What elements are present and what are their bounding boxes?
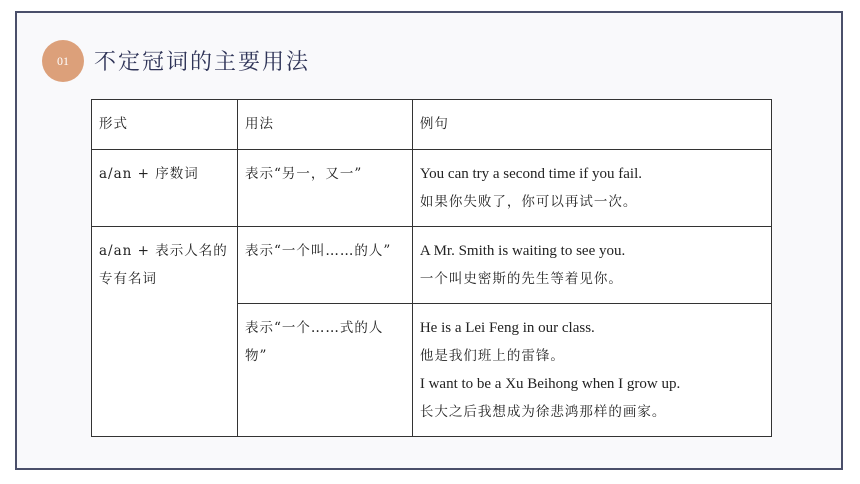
- example-zh: 长大之后我想成为徐悲鸿那样的画家。: [419, 404, 667, 420]
- example-zh: 他是我们班上的雷锋。: [419, 348, 565, 364]
- example-cell: [412, 304, 771, 437]
- example-zh: 一个叫史密斯的先生等着见你。: [419, 271, 623, 287]
- table-header-row: [92, 100, 772, 150]
- section-title: 不定冠词的主要用法: [94, 50, 311, 75]
- example-cell: [412, 150, 771, 227]
- usage-text-line2: 物”: [244, 348, 268, 364]
- table-row: [92, 227, 772, 304]
- example-en: I want to be a Xu Beihong when I grow up.: [419, 376, 681, 392]
- example-cell: [412, 227, 771, 304]
- usage-cell: [237, 227, 412, 304]
- usage-text-line1: 表示“一个……式的人: [244, 320, 384, 336]
- form-cell: [92, 150, 238, 227]
- header-form: 形式: [92, 100, 238, 150]
- usage-text: 表示“另一，又一”: [244, 166, 363, 182]
- usage-cell: [237, 150, 412, 227]
- usage-cell: [237, 304, 412, 437]
- example-en: A Mr. Smith is waiting to see you.: [419, 243, 626, 259]
- example-en: He is a Lei Feng in our class.: [419, 320, 595, 336]
- form-text-line2: 专有名词: [99, 271, 157, 287]
- header-usage: 用法: [237, 100, 412, 150]
- example-zh: 如果你失败了，你可以再试一次。: [419, 194, 638, 210]
- header-example: 例句: [412, 100, 771, 150]
- usage-table: [91, 99, 772, 437]
- section-number: 01: [57, 53, 69, 68]
- section-number-badge: [42, 40, 84, 82]
- form-cell: [92, 227, 238, 437]
- example-en: You can try a second time if you fail.: [419, 166, 643, 182]
- table-row: [92, 150, 772, 227]
- form-text-line1: a/an + 表示人名的: [99, 243, 228, 259]
- usage-text: 表示“一个叫……的人”: [244, 243, 392, 259]
- form-text: a/an + 序数词: [99, 166, 199, 182]
